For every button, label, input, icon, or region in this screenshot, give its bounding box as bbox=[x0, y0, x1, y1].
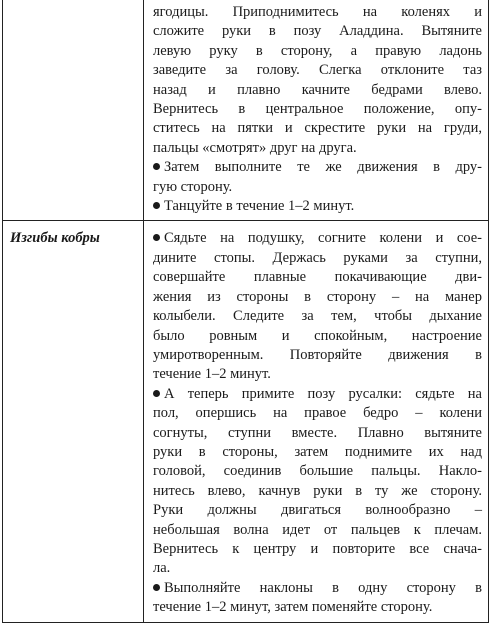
line-text: назад и плавно качните бедрами влево. bbox=[153, 81, 482, 98]
text-line bbox=[153, 559, 482, 578]
bullet-icon bbox=[153, 202, 160, 209]
text-line bbox=[153, 229, 482, 248]
text-line bbox=[153, 61, 482, 80]
table-row bbox=[3, 0, 489, 221]
text-line bbox=[153, 288, 482, 307]
text-line bbox=[153, 424, 482, 443]
line-text: головой, соединив большие пальцы. Накло- bbox=[153, 463, 482, 480]
line-text: жения из стороны в сторону – на манер bbox=[153, 288, 482, 305]
line-text: ла. bbox=[153, 560, 171, 577]
line-text: Затем выполните те же движения в дру- bbox=[164, 159, 482, 176]
line-text: Вернитесь в центральное положение, опу- bbox=[153, 101, 482, 118]
line-text: Сядьте на подушку, согните колени и сое- bbox=[164, 230, 482, 247]
text-line bbox=[153, 482, 482, 501]
text-line bbox=[153, 462, 482, 481]
description-paragraph bbox=[153, 385, 482, 579]
text-line bbox=[153, 178, 482, 197]
exercise-table-body bbox=[3, 0, 489, 622]
description-paragraph bbox=[153, 197, 482, 216]
line-text: течение 1–2 минут. bbox=[153, 366, 271, 383]
text-line bbox=[153, 81, 482, 100]
text-line bbox=[153, 119, 482, 138]
exercise-name bbox=[3, 0, 143, 6]
line-text: было ровным и спокойным, настроение bbox=[153, 327, 482, 344]
line-text: небольшая волна идет от пальцев к плечам. bbox=[153, 521, 482, 538]
line-text: гую сторону. bbox=[153, 178, 233, 195]
exercise-name-cell bbox=[3, 221, 144, 622]
line-text: Вернитесь к центру и повторите все снача- bbox=[153, 540, 482, 557]
text-line bbox=[153, 365, 482, 384]
table-row bbox=[3, 221, 489, 622]
exercise-table bbox=[2, 0, 489, 623]
text-line bbox=[153, 385, 482, 404]
bullet-icon bbox=[153, 234, 160, 241]
line-text: пол, опершись на правое бедро – колени bbox=[153, 405, 482, 422]
text-line bbox=[153, 158, 482, 177]
line-text: левую руку в сторону, а правую ладонь bbox=[153, 42, 482, 59]
line-text: дините стопы. Держась руками за ступни, bbox=[153, 249, 482, 266]
line-text: Выполняйте наклоны в одну сторону в bbox=[164, 579, 482, 596]
description-paragraph bbox=[153, 229, 482, 384]
line-text: нитесь влево, качнув руки в ту же сторону. bbox=[153, 482, 482, 499]
text-line bbox=[153, 22, 482, 41]
description-paragraph bbox=[153, 3, 482, 158]
line-text: сложите руки в позу Аладдина. Вытяните bbox=[153, 23, 482, 40]
description-paragraph bbox=[153, 579, 482, 618]
line-text: ягодицы. Приподнимитесь на коленях и bbox=[153, 4, 482, 20]
line-text: руки в стороны, затем поднимите их над bbox=[153, 443, 482, 460]
text-line bbox=[153, 579, 482, 598]
text-line bbox=[153, 307, 482, 326]
text-line bbox=[153, 443, 482, 462]
bullet-icon bbox=[153, 584, 160, 591]
line-text: совершайте плавные покачивающие дви- bbox=[153, 269, 482, 286]
text-line bbox=[153, 42, 482, 61]
exercise-name-cell bbox=[3, 0, 144, 221]
line-text: пальцы «смотрят» друг на друга. bbox=[153, 139, 357, 156]
text-line bbox=[153, 501, 482, 520]
text-line bbox=[153, 268, 482, 287]
bullet-icon bbox=[153, 390, 160, 397]
text-line bbox=[153, 404, 482, 423]
line-text: течение 1–2 минут, затем поменяйте сторону. bbox=[153, 599, 433, 616]
line-text: заведите за голову. Слегка отклоните таз bbox=[153, 62, 482, 79]
line-text: Руки должны двигаться волнообразно – bbox=[153, 502, 482, 519]
line-text: согнуты, ступни вместе. Плавно вытяните bbox=[153, 424, 482, 441]
line-text: колыбели. Следите за тем, чтобы дыхание bbox=[153, 308, 482, 325]
text-line bbox=[153, 327, 482, 346]
line-text: Танцуйте в течение 1–2 минут. bbox=[164, 198, 355, 215]
exercise-name: Изгибы кобры bbox=[10, 230, 100, 247]
exercise-description-cell bbox=[144, 221, 489, 622]
text-line bbox=[153, 598, 482, 617]
text-line bbox=[153, 540, 482, 559]
line-text: ститесь на пятки и скрестите руки на груди, bbox=[153, 120, 482, 137]
text-line bbox=[153, 197, 482, 216]
line-text: умиротворенным. Повторяйте движения в bbox=[153, 346, 482, 363]
exercise-description-cell bbox=[144, 0, 489, 221]
description-paragraph bbox=[153, 158, 482, 197]
text-line bbox=[153, 249, 482, 268]
line-text: А теперь примите позу русалки: сядьте на bbox=[164, 385, 482, 402]
text-line bbox=[153, 100, 482, 119]
text-line bbox=[153, 3, 482, 22]
bullet-icon bbox=[153, 163, 160, 170]
text-line bbox=[153, 521, 482, 540]
text-line bbox=[153, 139, 482, 158]
text-line bbox=[153, 346, 482, 365]
